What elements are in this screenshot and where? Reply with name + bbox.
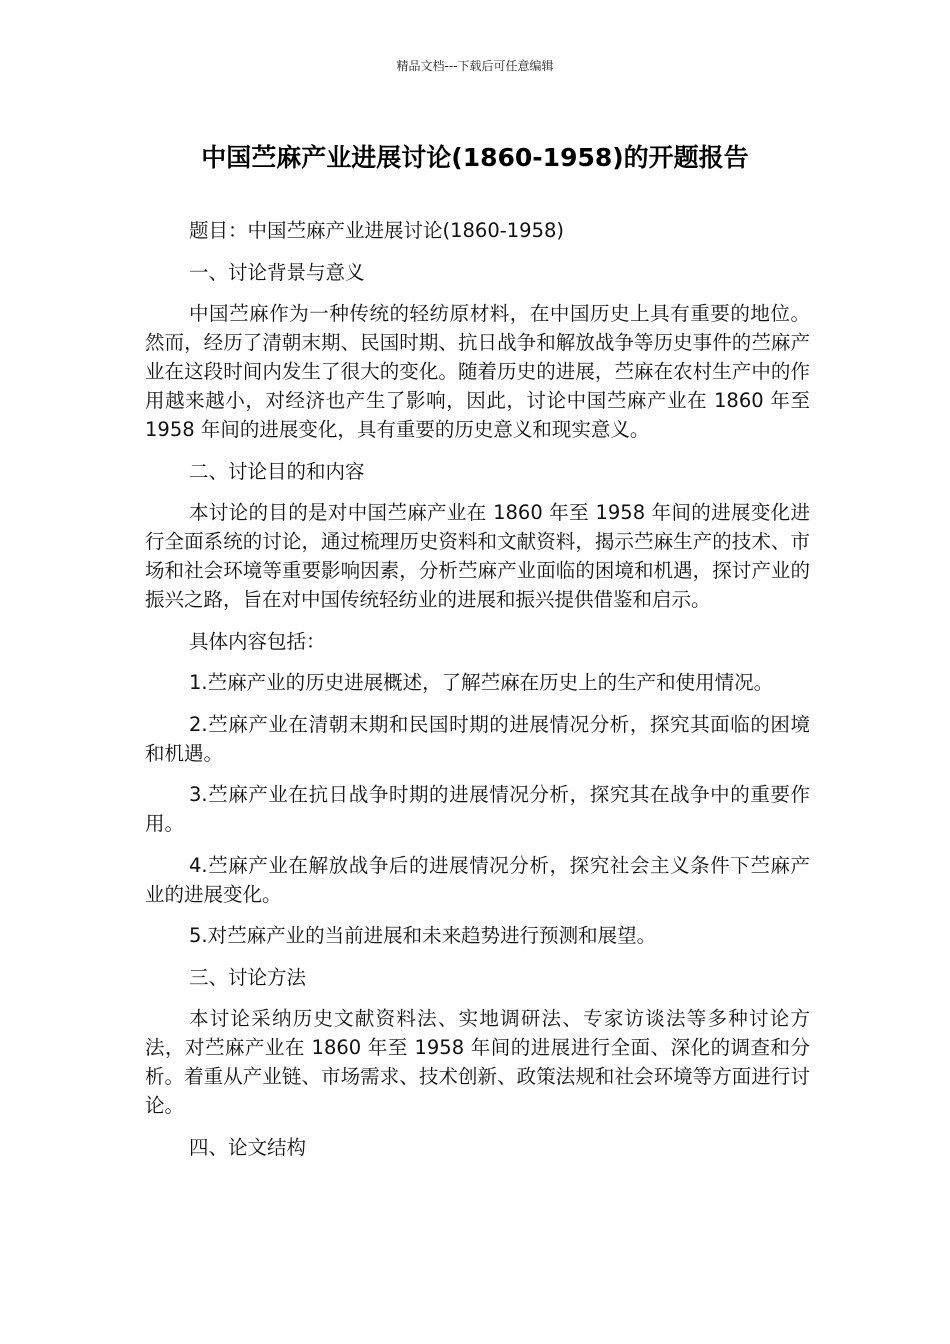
document-body bbox=[145, 216, 810, 1174]
section-heading-purpose: 二、讨论目的和内容 bbox=[189, 459, 365, 483]
list-item: 5.对苎麻产业的当前进展和未来趋势进行预测和展望。 bbox=[189, 924, 657, 947]
section-heading-methods: 三、讨论方法 bbox=[189, 965, 307, 989]
paragraph-methods: 本讨论采纳历史文献资料法、实地调研法、专家访谈法等多种讨论方法，对苎麻产业在 1860 年至 1958 年间的进展进行全面、深化的调查和分析。着重从产业链、市场需求、技术创新、政策法规和社会环境等方面进行讨论。 bbox=[145, 1007, 810, 1117]
section-heading-structure: 四、论文结构 bbox=[189, 1135, 307, 1159]
document-title: 中国苎麻产业进展讨论(1860-1958)的开题报告 bbox=[201, 143, 749, 172]
paragraph-purpose: 本讨论的目的是对中国苎麻产业在 1860 年至 1958 年间的进展变化进行全面系统的讨论，通过梳理历史资料和文献资料，揭示苎麻生产的技术、市场和社会环境等重要影响因素，分析苎麻产业面临的困境和机遇，探讨产业的振兴之路，旨在对中国传统轻纺业的进展和振兴提供借鉴和启示。 bbox=[145, 501, 810, 611]
topic-line: 题目：中国苎麻产业进展讨论(1860-1958) bbox=[189, 219, 565, 242]
list-item: 3.苎麻产业在抗日战争时期的进展情况分析，探究其在战争中的重要作用。 bbox=[145, 783, 810, 835]
section-heading-background: 一、讨论背景与意义 bbox=[189, 260, 365, 284]
page-header: 精品文档---下载后可任意编辑 bbox=[396, 59, 554, 73]
paragraph-background: 中国苎麻作为一种传统的轻纺原材料，在中国历史上具有重要的地位。然而，经历了清朝末期、民国时期、抗日战争和解放战争等历史事件的苎麻产业在这段时间内发生了很大的变化。随着历史的进展，苎麻在农村生产中的作用越来越小，对经济也产生了影响，因此，讨论中国苎麻产业在 1860 年至 1958 年间的进展变化，具有重要的历史意义和现实意义。 bbox=[145, 302, 810, 441]
list-item: 1.苎麻产业的历史进展概述，了解苎麻在历史上的生产和使用情况。 bbox=[189, 671, 774, 694]
list-item: 4.苎麻产业在解放战争后的进展情况分析，探究社会主义条件下苎麻产业的进展变化。 bbox=[145, 853, 810, 906]
list-item: 2.苎麻产业在清朝末期和民国时期的进展情况分析，探究其面临的困境和机遇。 bbox=[145, 712, 810, 765]
content-intro: 具体内容包括： bbox=[189, 629, 326, 653]
